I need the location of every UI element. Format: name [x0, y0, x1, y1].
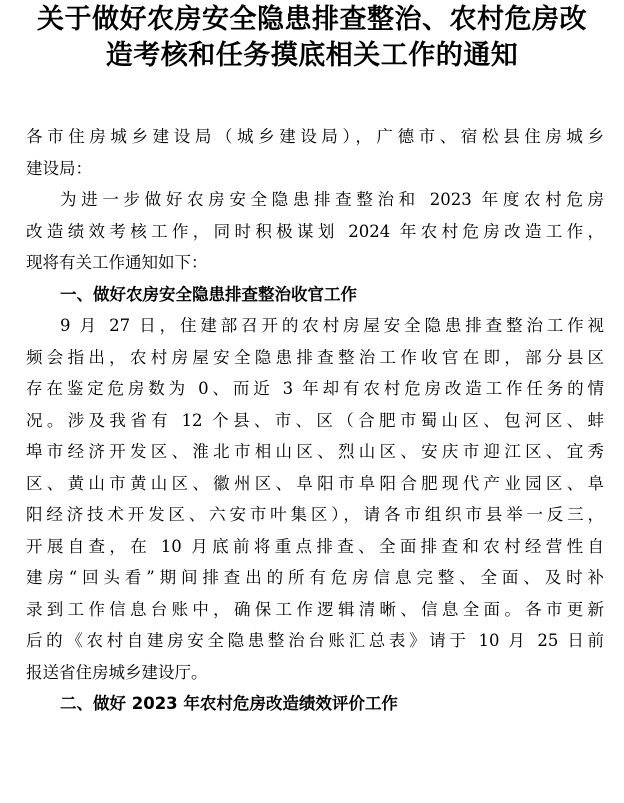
section-1-line-12: 报送省住房城乡建设厅。	[26, 662, 208, 682]
intro-line-2: 改造绩效考核工作，同时积极谋划 2024 年农村危房改造工作，	[26, 221, 604, 241]
document-title	[0, 0, 624, 74]
section-1-line-8: 开展自查，在 10 月底前将重点排查、全面排查和农村经营性自	[26, 536, 604, 556]
section-1-line-10: 录到工作信息台账中，确保工作逻辑清晰、信息全面。各市更新	[26, 599, 604, 619]
intro-line-3: 现将有关工作通知如下：	[26, 253, 208, 272]
title-line-1: 关于做好农房安全隐患排查整治、农村危房改	[37, 4, 587, 35]
intro-paragraph	[26, 184, 604, 279]
section-1-paragraph	[26, 310, 604, 688]
section-2-heading: 二、做好 2023 年农村危房改造绩效评价工作	[60, 694, 398, 713]
section-1-line-11: 后的《农村自建房安全隐患整治台账汇总表》请于 10 月 25 日前	[26, 631, 604, 650]
section-1-line-1: 9 月 27 日，住建部召开的农村房屋安全隐患排查整治工作视	[60, 316, 604, 335]
title-line-2: 造考核和任务摸底相关工作的通知	[105, 40, 519, 71]
section-1-line-3: 存在鉴定危房数为 0、而近 3 年却有农村危房改造工作任务的情	[26, 379, 604, 398]
document-body	[26, 121, 604, 720]
salutation-line-2: 建设局：	[26, 158, 92, 178]
section-1-line-4: 况。涉及我省有 12 个县、市、区（合肥市蜀山区、包河区、蚌	[26, 410, 604, 430]
salutation-line-1: 各市住房城乡建设局（城乡建设局），广德市、宿松县住房城乡	[26, 127, 604, 146]
section-1-heading: 一、做好农房安全隐患排查整治收官工作	[60, 284, 357, 304]
salutation	[26, 121, 604, 184]
intro-line-1: 为进一步做好农房安全隐患排查整治和 2023 年度农村危房	[60, 190, 604, 209]
section-1-line-6: 区、黄山市黄山区、徽州区、阜阳市阜阳合肥现代产业园区、阜	[26, 473, 604, 493]
section-1-line-9: 建房“回头看”期间排查出的所有危房信息完整、全面、及时补	[26, 568, 604, 587]
section-1-line-7: 阳经济技术开发区、六安市叶集区），请各市组织市县举一反三，	[26, 505, 604, 524]
section-1-line-5: 埠市经济开发区、淮北市相山区、烈山区、安庆市迎江区、宜秀	[26, 442, 604, 461]
section-1-line-2: 频会指出，农村房屋安全隐患排查整治工作收官在即，部分县区	[26, 347, 604, 367]
